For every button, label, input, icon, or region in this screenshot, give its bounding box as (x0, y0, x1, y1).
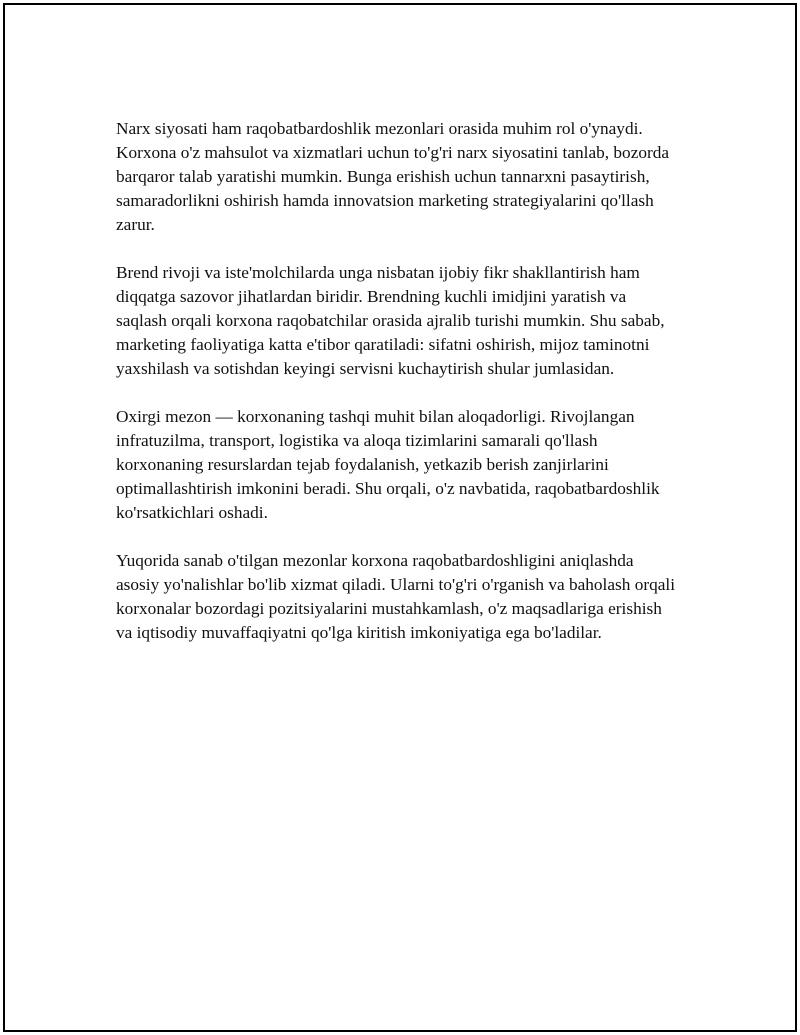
paragraph-external-environment: Oxirgi mezon — korxonaning tashqi muhit bilan aloqadorligi. Rivojlangan infratuzilma, transport, logistika va aloqa tizimlarini samarali qo'llash korxonaning resurslardan tejab foydalanish, yetkazib berish zanjirlarini optimallashtirish imkonini beradi. Shu orqali, o'z navbatida, raqobatbardoshlik ko'rsatkichlari oshadi. (116, 407, 660, 522)
paragraph-conclusion: Yuqorida sanab o'tilgan mezonlar korxona raqobatbardoshligini aniqlashda asosiy yo'nalishlar bo'lib xizmat qiladi. Ularni to'g'ri o'rganish va baholash orqali korxonalar bozordagi pozitsiyalarini mustahkamlash, o'z maqsadlariga erishish va iqtisodiy muvaffaqiyatni qo'lga kiritish imkoniyatiga ega bo'ladilar. (116, 551, 676, 642)
document-body (116, 117, 676, 669)
paragraph-pricing-policy: Narx siyosati ham raqobatbardoshlik mezonlari orasida muhim rol o'ynaydi. Korxona o'z mahsulot va xizmatlari uchun to'g'ri narx siyosatini tanlab, bozorda barqaror talab yaratishi mumkin. Bunga erishish uchun tannarxni pasaytirish, samaradorlikni oshirish hamda innovatsion marketing strategiyalarini qo'llash zarur. (116, 119, 670, 234)
paragraph-brand-development: Brend rivoji va iste'molchilarda unga nisbatan ijobiy fikr shakllantirish ham diqqatga sazovor jihatlardan biridir. Brendning kuchli imidjini yaratish va saqlash orqali korxona raqobatchilar orasida ajralib turishi mumkin. Shu sabab, marketing faoliyatiga katta e'tibor qaratiladi: sifatni oshirish, mijoz taminotni yaxshilash va sotishdan keyingi servisni kuchaytirish shular jumlasidan. (116, 263, 665, 378)
